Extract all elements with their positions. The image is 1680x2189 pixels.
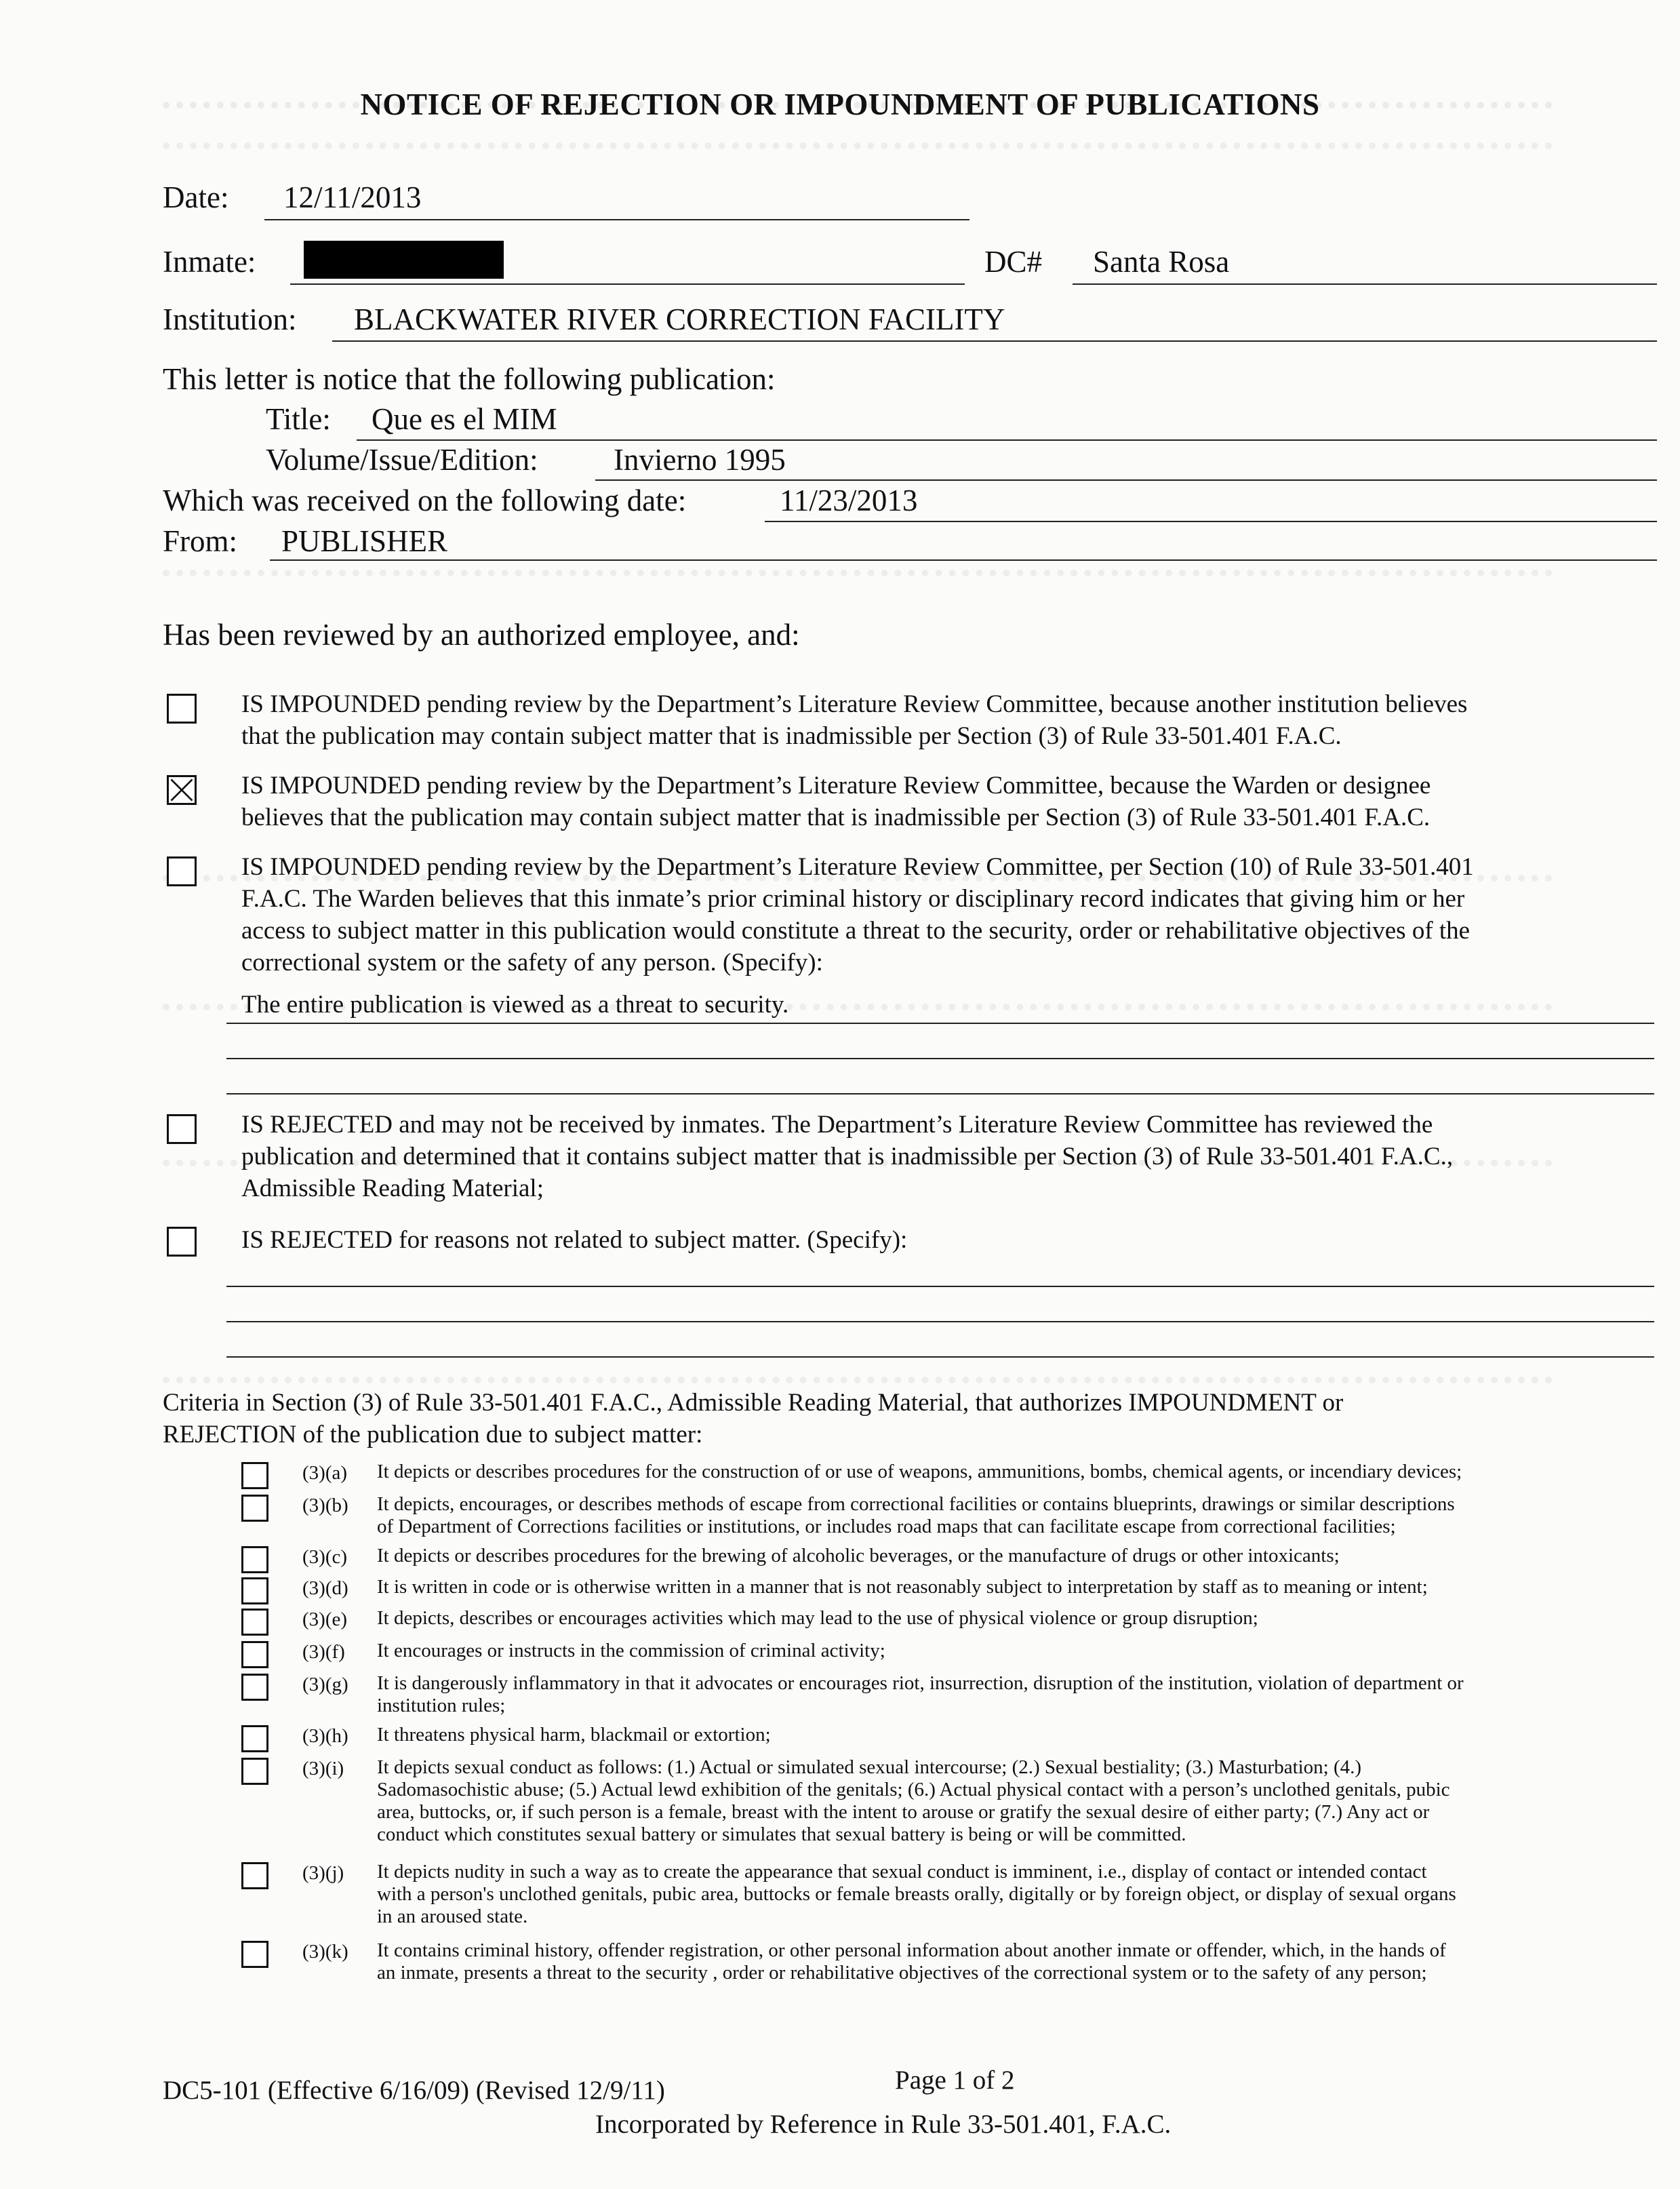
criteria-checkbox[interactable]	[241, 1674, 268, 1701]
criteria-text	[377, 1545, 1641, 1567]
institution-label: Institution:	[163, 302, 297, 336]
criteria-heading-line: REJECTION of the publication due to subject matter:	[163, 1421, 703, 1448]
criteria-line: in an aroused state.	[377, 1906, 528, 1927]
criteria-line: of Department of Corrections facilities or institutions, or includes road maps that can facilitate escape from correctional facilities;	[377, 1516, 1396, 1537]
from-label: From:	[163, 524, 238, 558]
dc-label: DC#	[984, 245, 1043, 279]
inmate-label: Inmate:	[163, 245, 256, 279]
criteria-text	[377, 1576, 1641, 1598]
option-text	[241, 770, 1638, 833]
criteria-text	[377, 1756, 1641, 1846]
specify-line	[226, 1286, 1654, 1287]
institution-value: BLACKWATER RIVER CORRECTION FACILITY	[354, 302, 1005, 336]
criteria-line: It threatens physical harm, blackmail or extortion;	[377, 1724, 771, 1746]
criteria-line: Sadomasochistic abuse; (5.) Actual lewd exhibition of the genitals; (6.) Actual physical contact with a person’s unclothed genitals, pubic	[377, 1779, 1450, 1800]
received-underline	[765, 521, 1657, 522]
publication-title-label: Title:	[266, 402, 331, 436]
received-value: 11/23/2013	[780, 484, 918, 517]
criteria-code: (3)(g)	[302, 1674, 348, 1695]
date-underline	[264, 219, 969, 220]
option-line: IS IMPOUNDED pending review by the Department’s Literature Review Committee, because another institution believes	[241, 690, 1468, 718]
criteria-checkbox[interactable]	[241, 1577, 268, 1604]
criteria-line: an inmate, presents a threat to the security , order or rehabilitative objectives of the correctional system or to the safety of any person;	[377, 1962, 1427, 1984]
option-checkbox[interactable]	[167, 1227, 197, 1257]
criteria-code: (3)(j)	[302, 1862, 344, 1884]
option-checkbox[interactable]	[167, 856, 197, 886]
criteria-line: It depicts sexual conduct as follows: (1.) Actual or simulated sexual intercourse; (2.) Sexual bestiality; (3.) Masturbation; (4.)	[377, 1756, 1362, 1778]
criteria-line: It depicts, describes or encourages activities which may lead to the use of physical violence or group disruption;	[377, 1607, 1258, 1629]
date-value: 12/11/2013	[283, 180, 422, 214]
option-line: access to subject matter in this publication would constitute a threat to the security, order or rehabilitative objectives of the	[241, 917, 1471, 945]
option-line: IS REJECTED and may not be received by inmates. The Department’s Literature Review Committee has reviewed the	[241, 1111, 1433, 1139]
criteria-code: (3)(e)	[302, 1609, 348, 1630]
criteria-line: area, buttocks, or, if such person is a female, breast with the intent to arouse or gratify the sexual desire of either party; (7.) Any act or	[377, 1801, 1430, 1823]
dc-value: Santa Rosa	[1093, 245, 1230, 279]
criteria-line: It encourages or instructs in the commission of criminal activity;	[377, 1640, 885, 1661]
specify-text: The entire publication is viewed as a threat to security.	[241, 991, 789, 1019]
criteria-text	[377, 1672, 1641, 1717]
criteria-line: It is written in code or is otherwise written in a manner that is not reasonably subject to interpretation by staff as to meaning or intent;	[377, 1576, 1428, 1598]
option-line: publication and determined that it contains subject matter that is inadmissible per Section (3) of Rule 33-501.401 F.A.C.,	[241, 1143, 1454, 1170]
criteria-checkbox[interactable]	[241, 1546, 268, 1573]
criteria-checkbox[interactable]	[241, 1495, 268, 1522]
criteria-code: (3)(a)	[302, 1462, 348, 1484]
criteria-line: It depicts, encourages, or describes methods of escape from correctional facilities or contains blueprints, drawings or similar descriptions	[377, 1493, 1455, 1515]
inmate-underline	[290, 283, 965, 285]
criteria-code: (3)(f)	[302, 1641, 345, 1663]
option-checkbox[interactable]	[167, 1114, 197, 1144]
incorporated-by-reference: Incorporated by Reference in Rule 33-501.401, F.A.C.	[595, 2110, 1172, 2139]
criteria-checkbox[interactable]	[241, 1462, 268, 1489]
option-line: believes that the publication may contain subject matter that is inadmissible per Section (3) of Rule 33-501.401 F.A.C.	[241, 804, 1431, 831]
criteria-code: (3)(h)	[302, 1725, 348, 1747]
criteria-line: with a person's unclothed genitals, pubic area, buttocks or female breasts orally, digitally or by foreign object, or display of sexual organs	[377, 1883, 1456, 1905]
criteria-checkbox[interactable]	[241, 1862, 268, 1889]
option-line: correctional system or the safety of any person. (Specify):	[241, 949, 823, 977]
x-mark-icon	[169, 777, 195, 803]
criteria-text	[377, 1939, 1641, 1984]
option-checkbox[interactable]	[167, 694, 197, 724]
option-text	[241, 1224, 1638, 1256]
volume-label: Volume/Issue/Edition:	[266, 443, 538, 477]
criteria-line: It depicts nudity in such a way as to create the appearance that sexual conduct is imminent, i.e., display of contact or intended contact	[377, 1861, 1427, 1882]
criteria-text	[377, 1493, 1641, 1538]
page-title: NOTICE OF REJECTION OR IMPOUNDMENT OF PUBLICATIONS	[360, 87, 1320, 121]
specify-line	[226, 1093, 1654, 1094]
option-line: IS IMPOUNDED pending review by the Department’s Literature Review Committee, per Section (10) of Rule 33-501.401	[241, 853, 1474, 881]
criteria-line: It depicts or describes procedures for the brewing of alcoholic beverages, or the manufacture of drugs or other intoxicants;	[377, 1545, 1340, 1566]
criteria-text	[377, 1724, 1641, 1746]
date-label: Date:	[163, 180, 229, 214]
option-text	[241, 851, 1638, 979]
publication-intro: This letter is notice that the following publication:	[163, 362, 776, 396]
criteria-checkbox[interactable]	[241, 1941, 268, 1968]
option-line: F.A.C. The Warden believes that this inmate’s prior criminal history or disciplinary record indicates that giving him or her	[241, 885, 1465, 913]
page-number: Page 1 of 2	[895, 2066, 1015, 2095]
publication-title-value: Que es el MIM	[372, 402, 557, 436]
criteria-text	[377, 1861, 1641, 1928]
publication-title-underline	[357, 439, 1657, 441]
criteria-code: (3)(i)	[302, 1758, 344, 1779]
criteria-line: It depicts or describes procedures for the construction of or use of weapons, ammunitions, bombs, chemical agents, or incendiary devices;	[377, 1461, 1462, 1482]
criteria-line: conduct which constitutes sexual battery or simulates that sexual battery is being or will be committed.	[377, 1823, 1186, 1845]
criteria-line: It is dangerously inflammatory in that it advocates or encourages riot, insurrection, disruption of the institution, violation of department or	[377, 1672, 1464, 1694]
criteria-text	[377, 1640, 1641, 1662]
criteria-checkbox[interactable]	[241, 1758, 268, 1785]
option-line: IS REJECTED for reasons not related to subject matter. (Specify):	[241, 1226, 908, 1254]
criteria-code: (3)(d)	[302, 1577, 348, 1599]
criteria-text	[377, 1461, 1641, 1483]
from-value: PUBLISHER	[281, 524, 448, 558]
option-line: that the publication may contain subject matter that is inadmissible per Section (3) of Rule 33-501.401 F.A.C.	[241, 722, 1342, 750]
option-line: IS IMPOUNDED pending review by the Department’s Literature Review Committee, because the Warden or designee	[241, 772, 1431, 800]
criteria-checkbox[interactable]	[241, 1641, 268, 1668]
option-text	[241, 1109, 1638, 1204]
option-text	[241, 688, 1638, 752]
criteria-line: It contains criminal history, offender registration, or other personal information about another inmate or offender, which, in the hands of	[377, 1939, 1446, 1961]
dc-underline	[1073, 283, 1657, 285]
received-label: Which was received on the following date:	[163, 484, 687, 517]
criteria-heading-line: Criteria in Section (3) of Rule 33-501.401 F.A.C., Admissible Reading Material, that authorizes IMPOUNDMENT or	[163, 1389, 1344, 1417]
from-underline	[270, 559, 1657, 561]
specify-line	[226, 1321, 1654, 1322]
volume-value: Invierno 1995	[614, 443, 786, 477]
criteria-line: institution rules;	[377, 1695, 506, 1716]
criteria-code: (3)(c)	[302, 1546, 348, 1568]
criteria-checkbox[interactable]	[241, 1725, 268, 1752]
institution-underline	[332, 340, 1657, 342]
specify-line	[226, 1356, 1654, 1358]
criteria-heading	[163, 1387, 1641, 1451]
criteria-checkbox[interactable]	[241, 1609, 268, 1636]
volume-underline	[595, 479, 1657, 481]
option-line: Admissible Reading Material;	[241, 1175, 544, 1202]
redacted-inmate-name	[304, 241, 504, 279]
option-checkbox-checked[interactable]	[167, 775, 197, 805]
form-id: DC5-101 (Effective 6/16/09) (Revised 12/9/11)	[163, 2076, 665, 2105]
criteria-text	[377, 1607, 1641, 1630]
reviewed-heading: Has been reviewed by an authorized employee, and:	[163, 618, 800, 652]
criteria-code: (3)(b)	[302, 1495, 348, 1516]
specify-line	[226, 1058, 1654, 1059]
criteria-code: (3)(k)	[302, 1941, 348, 1963]
specify-line	[226, 1023, 1654, 1024]
